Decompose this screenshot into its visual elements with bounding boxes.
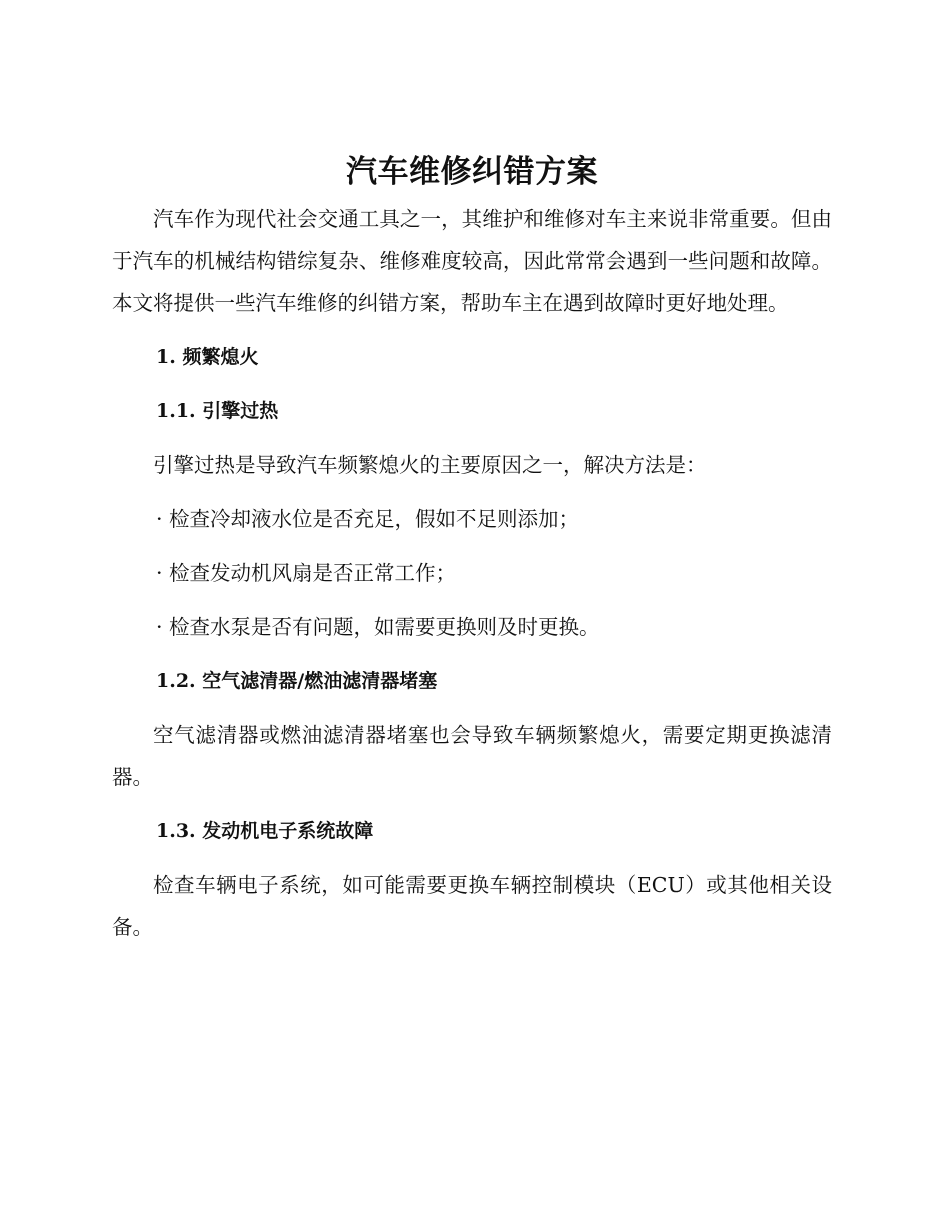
list-item: · 检查冷却液水位是否充足，假如不足则添加； — [156, 507, 580, 531]
subsection-heading-1-2: 1.2. 空气滤清器/燃油滤清器堵塞 — [156, 670, 438, 692]
document-title: 汽车维修纠错方案 — [346, 154, 598, 190]
list-item: · 检查发动机风扇是否正常工作； — [156, 561, 457, 585]
subsection-heading-1-3: 1.3. 发动机电子系统故障 — [156, 820, 374, 842]
subsection-text-1-3: 检查车辆电子系统，如可能需要更换车辆控制模块（ECU）或其他相关设备。 — [112, 873, 832, 939]
document-page — [112, 150, 832, 948]
section-heading-1: 1. 频繁熄火 — [156, 346, 259, 368]
subsection-text-1-2: 空气滤清器或燃油滤清器堵塞也会导致车辆频繁熄火，需要定期更换滤清器。 — [112, 723, 832, 789]
list-item: · 检查水泵是否有问题，如需要更换则及时更换。 — [156, 615, 600, 639]
subsection-heading-1-1: 1.1. 引擎过热 — [156, 400, 279, 422]
subsection-text-1-1: 引擎过热是导致汽车频繁熄火的主要原因之一，解决方法是： — [153, 453, 707, 477]
intro-paragraph: 汽车作为现代社会交通工具之一，其维护和维修对车主来说非常重要。但由于汽车的机械结构错综复杂、维修难度较高，因此常常会遇到一些问题和故障。本文将提供一些汽车维修的纠错方案，帮助车主在遇到故障时更好地处理。 — [112, 207, 832, 315]
